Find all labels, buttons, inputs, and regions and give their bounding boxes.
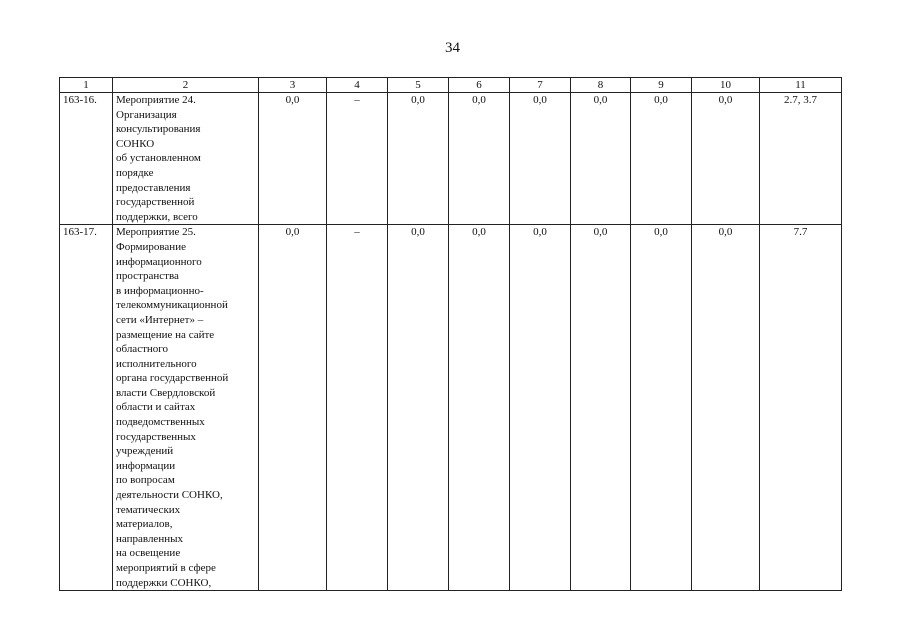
activity-name-line: в информационно- xyxy=(116,284,204,297)
column-header-10: 10 xyxy=(692,78,760,93)
column-header-11: 11 xyxy=(760,78,842,93)
activity-name-line: деятельности СОНКО, xyxy=(116,489,223,502)
table-row xyxy=(60,93,842,225)
activity-name-line: консультирования xyxy=(116,123,201,136)
cell-col-11: 7.7 xyxy=(760,225,842,591)
activity-name-line: направленных xyxy=(116,532,183,545)
cell-col-6: 0,0 xyxy=(449,93,510,225)
activity-name-line: информационного xyxy=(116,255,202,268)
activity-name-line: органа государственной xyxy=(116,372,229,385)
activity-name-line: на освещение xyxy=(116,547,181,560)
header-row xyxy=(60,78,842,93)
activity-name-line: мероприятий в сфере xyxy=(116,562,216,574)
row-number: 163-17. xyxy=(60,225,113,591)
cell-col-11: 2.7, 3.7 xyxy=(760,93,842,225)
budget-table xyxy=(59,77,842,591)
activity-name-line: исполнительного xyxy=(116,357,197,370)
activity-name-line: учреждений xyxy=(116,445,174,458)
activity-name-line: Формирование xyxy=(116,240,186,253)
cell-col-8: 0,0 xyxy=(571,93,631,225)
cell-col-10: 0,0 xyxy=(692,93,760,225)
cell-col-3: 0,0 xyxy=(259,225,327,591)
table-row xyxy=(60,225,842,591)
activity-name-line: Мероприятие 25. xyxy=(116,226,196,239)
activity-name-line: Организация xyxy=(116,108,177,121)
activity-name-line: об установленном xyxy=(116,152,201,165)
cell-col-5: 0,0 xyxy=(388,93,449,225)
activity-name-line: областного xyxy=(116,343,169,356)
activity-name-line: тематических xyxy=(116,503,181,516)
activity-name-line: информации xyxy=(116,459,176,472)
column-header-6: 6 xyxy=(449,78,510,93)
activity-name-line: сети «Интернет» – xyxy=(116,313,204,326)
cell-col-8: 0,0 xyxy=(571,225,631,591)
cell-col-7: 0,0 xyxy=(510,93,571,225)
cell-col-10: 0,0 xyxy=(692,225,760,591)
activity-name-line: государственных xyxy=(116,430,196,443)
column-header-5: 5 xyxy=(388,78,449,93)
cell-col-4: – xyxy=(327,93,388,225)
activity-name-line: пространства xyxy=(116,270,179,283)
activity-name xyxy=(113,225,259,591)
activity-name-line: поддержки СОНКО, xyxy=(116,576,212,589)
activity-name-line: порядке xyxy=(116,166,154,179)
cell-col-5: 0,0 xyxy=(388,225,449,591)
activity-name-line: размещение на сайте xyxy=(116,328,215,341)
column-header-7: 7 xyxy=(510,78,571,93)
activity-name-line: государственной xyxy=(116,196,195,209)
activity-name-line: по вопросам xyxy=(116,474,175,487)
column-header-4: 4 xyxy=(327,78,388,93)
column-header-1: 1 xyxy=(60,78,113,93)
cell-col-6: 0,0 xyxy=(449,225,510,591)
cell-col-4: – xyxy=(327,225,388,591)
column-header-8: 8 xyxy=(571,78,631,93)
activity-name-line: предоставления xyxy=(116,181,191,194)
page-number: 34 xyxy=(445,40,460,56)
activity-name-line: Мероприятие 24. xyxy=(116,94,196,106)
column-header-2: 2 xyxy=(113,78,259,93)
activity-name-line: телекоммуникационной xyxy=(116,299,228,312)
activity-name-line: области и сайтах xyxy=(116,401,196,414)
cell-col-9: 0,0 xyxy=(631,225,692,591)
column-header-3: 3 xyxy=(259,78,327,93)
cell-col-3: 0,0 xyxy=(259,93,327,225)
activity-name-line: СОНКО xyxy=(116,137,155,150)
activity-name-line: материалов, xyxy=(116,518,173,531)
cell-col-7: 0,0 xyxy=(510,225,571,591)
activity-name-line: подведомственных xyxy=(116,416,205,429)
row-number: 163-16. xyxy=(60,93,113,225)
activity-name xyxy=(113,93,259,225)
cell-col-9: 0,0 xyxy=(631,93,692,225)
column-header-9: 9 xyxy=(631,78,692,93)
activity-name-line: власти Свердловской xyxy=(116,386,216,399)
activity-name-line: поддержки, всего xyxy=(116,210,198,223)
